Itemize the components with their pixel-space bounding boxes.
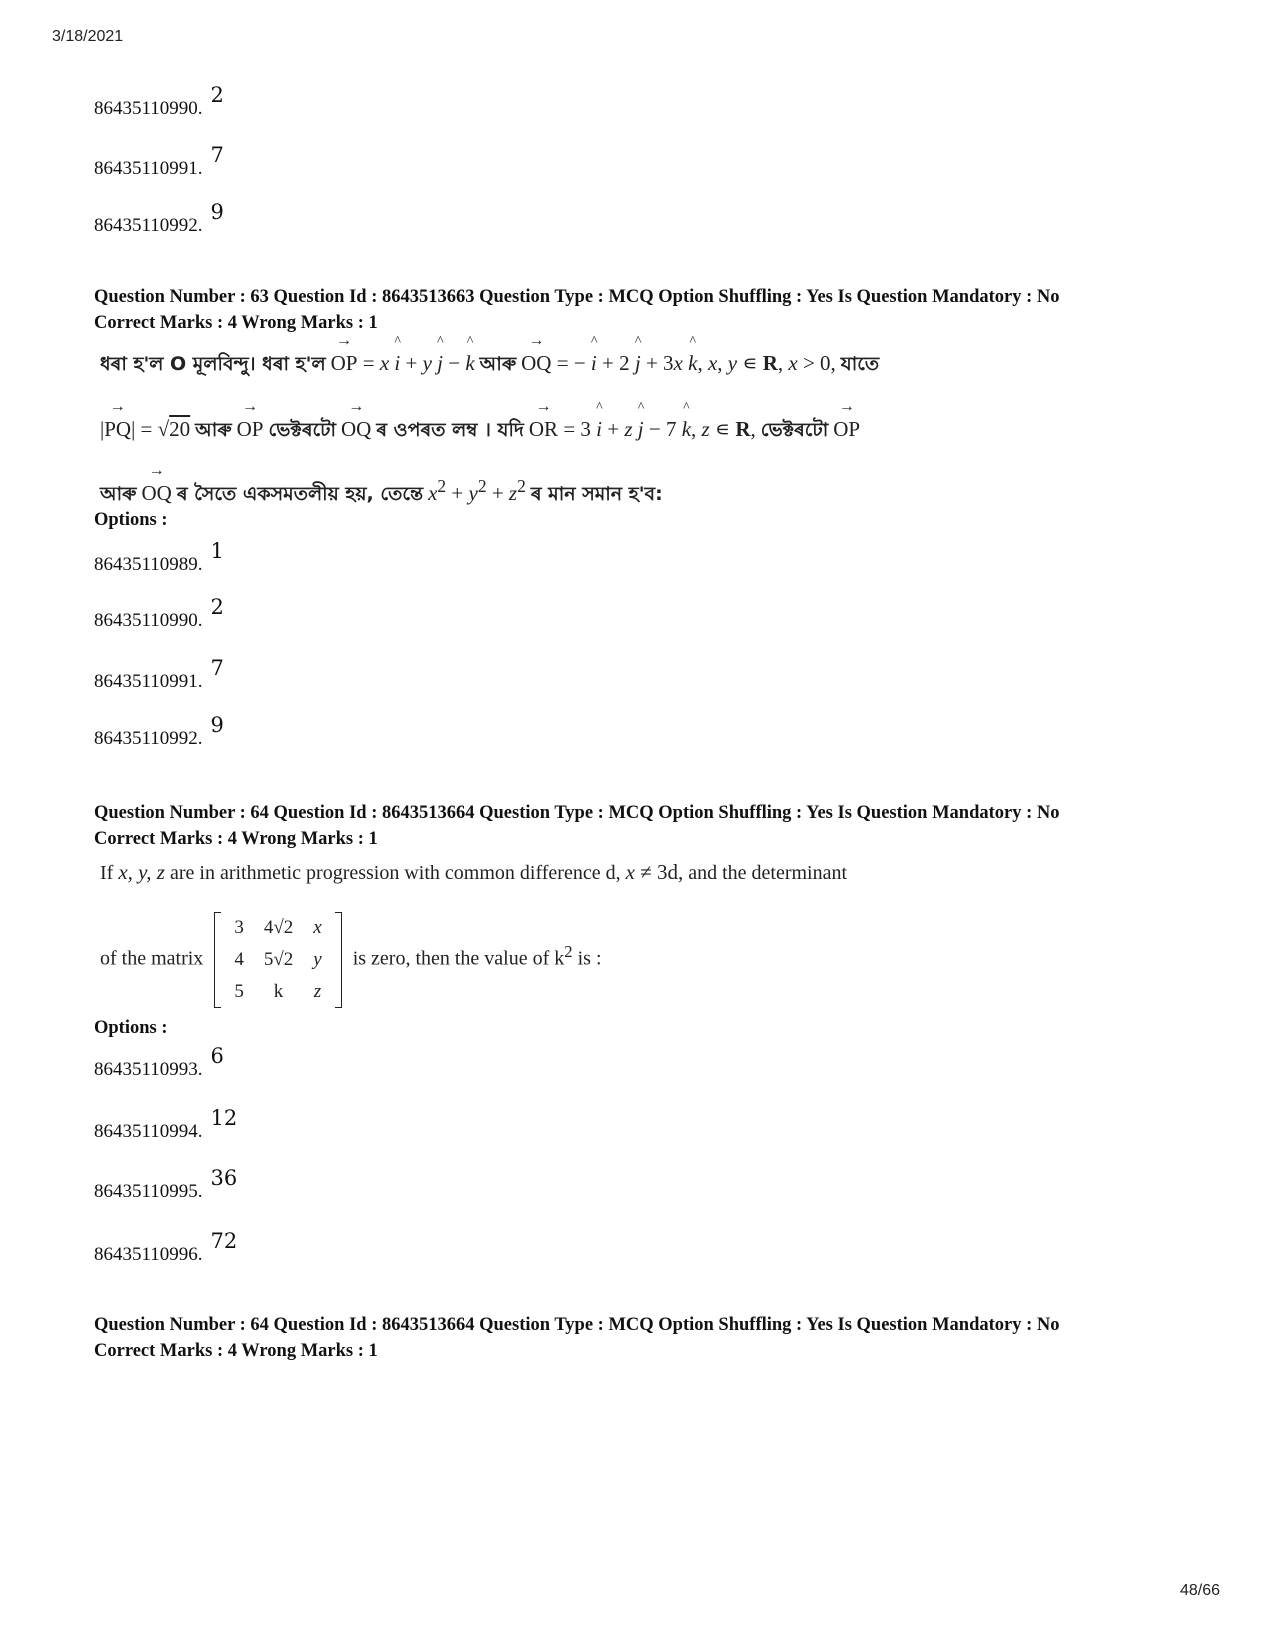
question-text: আৰু (100, 483, 137, 505)
question-text: যাতে (840, 353, 880, 375)
matrix-cell: z (313, 981, 322, 1002)
option-value: 9 (210, 200, 224, 224)
question-63-line-1 (100, 332, 880, 382)
option-id: 86435110991. (94, 671, 203, 692)
question-meta-line: Question Number : 64 Question Id : 8643513664 Question Type : MCQ Option Shuffling : Yes Is Question Mandatory : No (94, 803, 1060, 823)
question-text: ধৰা হ'ল O মূলবিন্দু। ধৰা হ'ল (100, 353, 326, 375)
matrix-cell: 5 (234, 981, 244, 1002)
option-value: 12 (210, 1106, 238, 1130)
question-text: ৰ সৈতে একসমতলীয় হয়, তেন্তে (176, 483, 424, 505)
option-row (94, 539, 224, 576)
option-value: 7 (210, 656, 224, 680)
option-id: 86435110990. (94, 610, 203, 631)
option-value: 2 (210, 595, 224, 619)
question-text: is zero, then the value of k (352, 947, 565, 970)
matrix-cell: 4 (234, 949, 244, 970)
option-id: 86435110990. (94, 98, 203, 119)
option-value: 72 (210, 1229, 238, 1253)
math-expression: → OR = 3 ^ i + z ^ j − 7 ^ k, z ∊ R, (528, 398, 756, 441)
option-id: 86435110994. (94, 1121, 203, 1142)
option-id: 86435110995. (94, 1181, 203, 1202)
option-row (94, 1229, 238, 1266)
option-value: 9 (210, 713, 224, 737)
question-64-line-1 (100, 860, 847, 885)
question-text: of the matrix (100, 947, 204, 970)
question-63-line-2 (100, 398, 861, 448)
print-date: 3/18/2021 (52, 28, 124, 45)
options-label: Options : (94, 1018, 168, 1038)
matrix-row (224, 944, 331, 976)
option-value: 2 (210, 83, 224, 107)
option-row (94, 595, 224, 632)
option-id: 86435110996. (94, 1244, 203, 1265)
math-expression: → OP (236, 398, 264, 441)
question-64-repeat-header (94, 1312, 1060, 1364)
question-63-header (94, 284, 1060, 336)
matrix-cell: x (313, 917, 322, 938)
matrix-cell: 4√2 (263, 917, 294, 938)
option-value: 1 (210, 539, 224, 563)
option-row (94, 656, 224, 693)
math-expression: $x^2 + y^2 + z^2$ (428, 476, 526, 505)
math-expression: → OQ (141, 462, 172, 505)
question-text: and the determinant (688, 862, 848, 884)
matrix-cell: 3 (234, 917, 244, 938)
question-64-line-2: of the matrix 3 4√2 x 4 5√2 y 5 k z is zero, then the value of $k^2$ is : (100, 912, 602, 1008)
matrix-cell: y (313, 949, 322, 970)
question-marks-line: Correct Marks : 4 Wrong Marks : 1 (94, 1341, 378, 1361)
question-text: ৰ ওপৰত লম্ব । যদি (376, 419, 524, 441)
determinant-matrix (214, 912, 341, 1008)
question-meta-line: Question Number : 63 Question Id : 8643513663 Question Type : MCQ Option Shuffling : Yes Is Question Mandatory : No (94, 287, 1060, 307)
option-row (94, 200, 224, 237)
question-text: is : (577, 947, 602, 970)
option-id: 86435110993. (94, 1059, 203, 1080)
question-marks-line: Correct Marks : 4 Wrong Marks : 1 (94, 829, 378, 849)
math-expression: → OQ (341, 398, 372, 441)
option-id: 86435110989. (94, 554, 203, 575)
option-id: 86435110992. (94, 728, 203, 749)
question-marks-line: Correct Marks : 4 Wrong Marks : 1 (94, 313, 378, 333)
option-row (94, 83, 224, 120)
math-expression: → OP (833, 398, 861, 441)
page-number: 48/66 (1180, 1582, 1221, 1599)
math-expression: x ≠ 3d, (625, 860, 684, 884)
option-row (94, 143, 224, 180)
question-64-header (94, 800, 1060, 852)
option-id: 86435110992. (94, 215, 203, 236)
question-text: ভেক্টৰটো (268, 419, 337, 441)
question-text: আৰু (195, 419, 232, 441)
option-row (94, 1166, 238, 1203)
question-text: ৰ মান সমান হ'ব: (530, 483, 663, 505)
math-expression: → OP = x ^ i + y ^ j − ^ k (330, 332, 475, 375)
option-row (94, 713, 224, 750)
question-text: আৰু (479, 353, 517, 375)
option-value: 6 (210, 1044, 224, 1068)
option-value: 36 (210, 1166, 238, 1190)
matrix-cell: k (273, 981, 284, 1002)
options-label: Options : (94, 510, 168, 530)
matrix-cell: 5√2 (263, 949, 294, 970)
option-value: 7 (210, 143, 224, 167)
option-row (94, 1106, 238, 1143)
matrix-row (224, 976, 331, 1008)
option-row (94, 1044, 224, 1081)
question-text: are in arithmetic progression with common difference d, (169, 862, 621, 884)
math-expression: x, y, z (118, 860, 165, 884)
question-meta-line: Question Number : 64 Question Id : 8643513664 Question Type : MCQ Option Shuffling : Yes Is Question Mandatory : No (94, 1315, 1060, 1335)
question-text: ভেক্টৰটো (760, 419, 829, 441)
question-63-line-3 (100, 462, 663, 512)
matrix-row (224, 912, 331, 944)
question-text: If (100, 862, 114, 884)
math-expression: | → PQ| = √20 (100, 398, 191, 441)
option-id: 86435110991. (94, 158, 203, 179)
math-expression: → OQ = − ^ i + 2 ^ j + 3x ^ k, x, y ∊ R, x > 0, (521, 332, 836, 375)
